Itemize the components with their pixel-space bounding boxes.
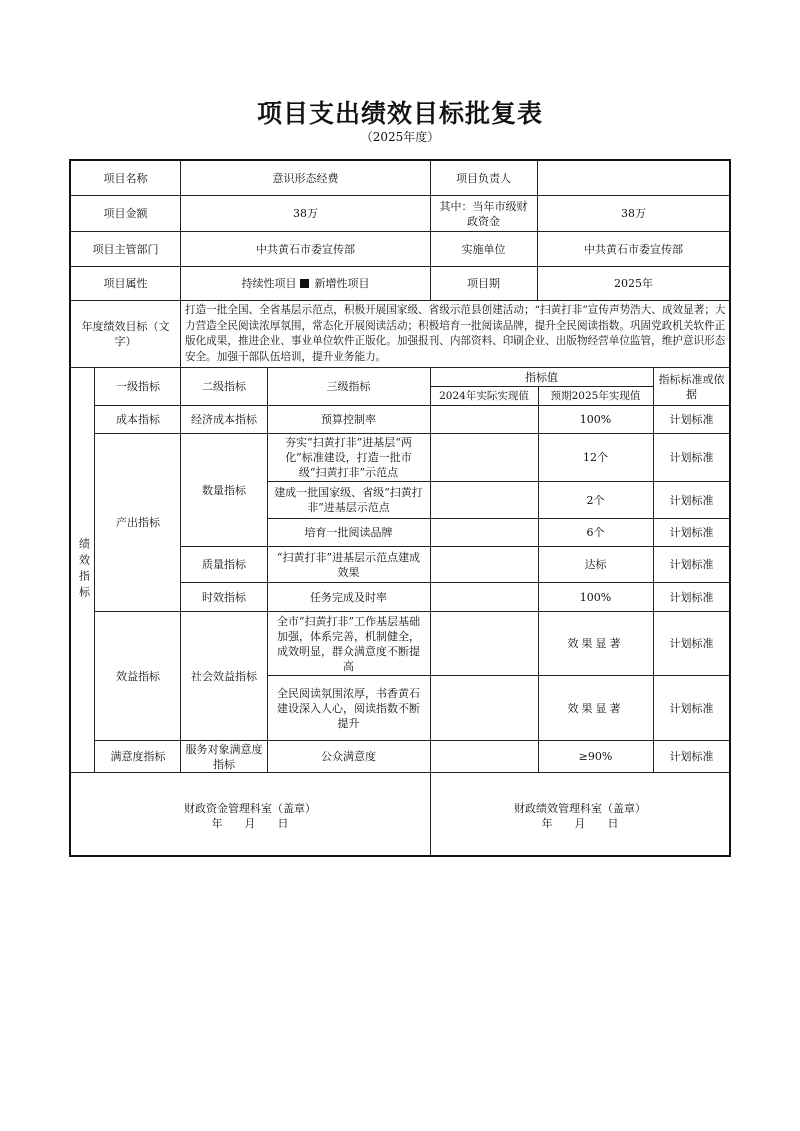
- right-date-line: 年 月 日: [541, 817, 619, 830]
- level2-quantity: 数量指标: [202, 483, 246, 497]
- level3-row: 全市“扫黄打非”工作基层基础加强，体系完善，机制健全，成效明显，群众满意度不断提高: [276, 614, 421, 673]
- actual-value: [430, 583, 538, 611]
- impl-label: 实施单位: [461, 242, 506, 256]
- actual-value: [430, 406, 538, 433]
- divider: [653, 368, 654, 772]
- level2-timeliness: 时效指标: [202, 590, 246, 604]
- expected-value: 6个: [586, 526, 605, 539]
- actual-value: [430, 434, 538, 481]
- divider: [94, 368, 95, 772]
- divider: [180, 368, 181, 772]
- amount-label: 项目金额: [103, 207, 148, 220]
- attr-label: 项目属性: [103, 277, 148, 290]
- actual-value: [430, 519, 538, 546]
- level3-row: 培育一批阅读品牌: [304, 526, 393, 539]
- period-value: 2025年: [614, 277, 653, 290]
- expected-value: 100%: [579, 590, 612, 604]
- level2-quality: 质量指标: [202, 558, 246, 571]
- dept-label: 项目主管部门: [92, 242, 159, 256]
- level2-service-satisfaction: 服务对象满意度指标: [185, 742, 263, 771]
- divider: [70, 367, 730, 368]
- level3-row: “扫黄打非”进基层示范点建成效果: [276, 550, 421, 579]
- level1-benefit: 效益指标: [116, 669, 160, 683]
- header-level1: 一级指标: [116, 380, 160, 393]
- divider: [267, 368, 268, 772]
- level3-row: 建成一批国家级、省级“扫黄打非”进基层示范点: [274, 486, 423, 514]
- level3-row: 夯实“扫黄打非”进基层“两化”标准建设，打造一批市级“扫黄打非”示范点: [285, 436, 412, 479]
- impl-value: 中共黄石市委宣传部: [584, 242, 683, 256]
- expected-value: 达标: [584, 558, 607, 571]
- standard-value: 计划标准: [669, 526, 714, 539]
- expected-value: 2个: [586, 493, 605, 507]
- city-funds-value: 38万: [621, 207, 646, 220]
- header-level3: 三级指标: [326, 380, 371, 393]
- period-label: 项目期: [467, 277, 500, 290]
- divider: [181, 546, 730, 547]
- expected-value: 12个: [583, 451, 608, 464]
- divider: [70, 195, 730, 196]
- level1-output: 产出指标: [116, 516, 160, 529]
- left-signature: [70, 801, 430, 831]
- standard-value: 计划标准: [669, 637, 714, 650]
- expected-value: 效果显著: [567, 701, 624, 715]
- divider: [95, 611, 730, 612]
- attr-value: [181, 267, 430, 300]
- divider: [430, 368, 431, 855]
- left-date-line: 年 月 日: [211, 817, 289, 830]
- header-expected2025: 预期2025年实现值: [550, 389, 641, 402]
- header-standard: 指标标准或依据: [658, 372, 725, 401]
- checked-box-icon: [300, 279, 309, 288]
- divider: [70, 772, 730, 773]
- level3-row: 预算控制率: [321, 413, 376, 426]
- standard-value: 计划标准: [669, 701, 714, 715]
- attr-new: 新增性项目: [314, 277, 370, 290]
- left-office-label: 财政资金管理科室（盖章）: [184, 802, 316, 815]
- table-border-top: [69, 159, 731, 161]
- table-border-left: [69, 159, 71, 857]
- table-border-bottom: [69, 855, 731, 857]
- page-title: 项目支出绩效目标批复表: [256, 99, 543, 128]
- divider: [95, 740, 730, 741]
- header-level2: 二级指标: [202, 380, 246, 393]
- standard-value: 计划标准: [669, 750, 714, 763]
- right-signature: [430, 801, 730, 831]
- divider: [430, 386, 653, 387]
- header-actual2024: 2024年实际实现值: [439, 389, 529, 402]
- dept-value: 中共黄石市委宣传部: [256, 242, 355, 256]
- right-office-label: 财政绩效管理科室（盖章）: [514, 802, 646, 815]
- project-name-value: 意识形态经费: [272, 171, 339, 185]
- divider: [70, 300, 730, 301]
- page-subtitle: （2025年度）: [360, 130, 440, 144]
- goal-label: 年度绩效目标（文字）: [81, 320, 170, 348]
- project-name-label: 项目名称: [103, 171, 148, 185]
- standard-value: 计划标准: [669, 413, 714, 426]
- divider: [267, 675, 730, 676]
- divider: [70, 266, 730, 267]
- actual-value: [430, 612, 538, 675]
- level1-satisfaction: 满意度指标: [110, 750, 166, 763]
- actual-value: [430, 741, 538, 772]
- standard-value: 计划标准: [669, 451, 714, 464]
- divider: [267, 518, 730, 519]
- divider: [180, 160, 181, 367]
- expected-value: 100%: [579, 413, 612, 426]
- divider: [95, 405, 730, 406]
- divider: [267, 481, 730, 482]
- level3-row: 全民阅读氛围浓厚，书香黄石建设深入人心，阅读指数不断提升: [277, 686, 420, 730]
- attr-continuing: 持续性项目: [241, 277, 297, 290]
- divider: [537, 160, 538, 301]
- standard-value: 计划标准: [669, 590, 714, 604]
- level1-cost: 成本指标: [116, 413, 160, 426]
- divider: [95, 433, 730, 434]
- divider: [538, 387, 539, 772]
- expected-value: 效果显著: [567, 637, 624, 650]
- table-border-right: [729, 159, 731, 857]
- amount-value: 38万: [293, 207, 318, 220]
- level2-economic-cost: 经济成本指标: [191, 413, 257, 426]
- header-value: 指标值: [525, 370, 558, 384]
- leader-label: 项目负责人: [456, 171, 511, 185]
- actual-value: [430, 482, 538, 518]
- level3-row: 任务完成及时率: [310, 590, 387, 604]
- level2-social-benefit: 社会效益指标: [191, 669, 257, 683]
- expected-value: ≥90%: [578, 750, 613, 763]
- actual-value: [430, 547, 538, 582]
- goal-text: 打造一批全国、全省基层示范点，积极开展国家级、省级示范县创建活动；“扫黄打非”宣传声势浩大、成效显著；大力营造全民阅读浓厚氛围，常态化开展阅读活动；积极培育一批阅读品牌，提升全民阅读指数。巩固党政机关软件正版化成果，推进企业、事业单位软件正版化。加强报刊、内部资料、印刷企业、出版物经营单位监管，维护意识形态安全。加强干部队伍培训，提升业务能力。: [185, 304, 726, 363]
- actual-value: [430, 676, 538, 740]
- standard-value: 计划标准: [669, 493, 714, 507]
- level3-row: 公众满意度: [321, 750, 376, 763]
- divider: [181, 582, 730, 583]
- standard-value: 计划标准: [669, 558, 714, 571]
- leader-value: [537, 161, 730, 195]
- city-funds-label: 其中：当年市级财政资金: [439, 199, 528, 228]
- metrics-side-label: 绩效指标: [77, 538, 91, 602]
- divider: [430, 160, 431, 301]
- divider: [70, 231, 730, 232]
